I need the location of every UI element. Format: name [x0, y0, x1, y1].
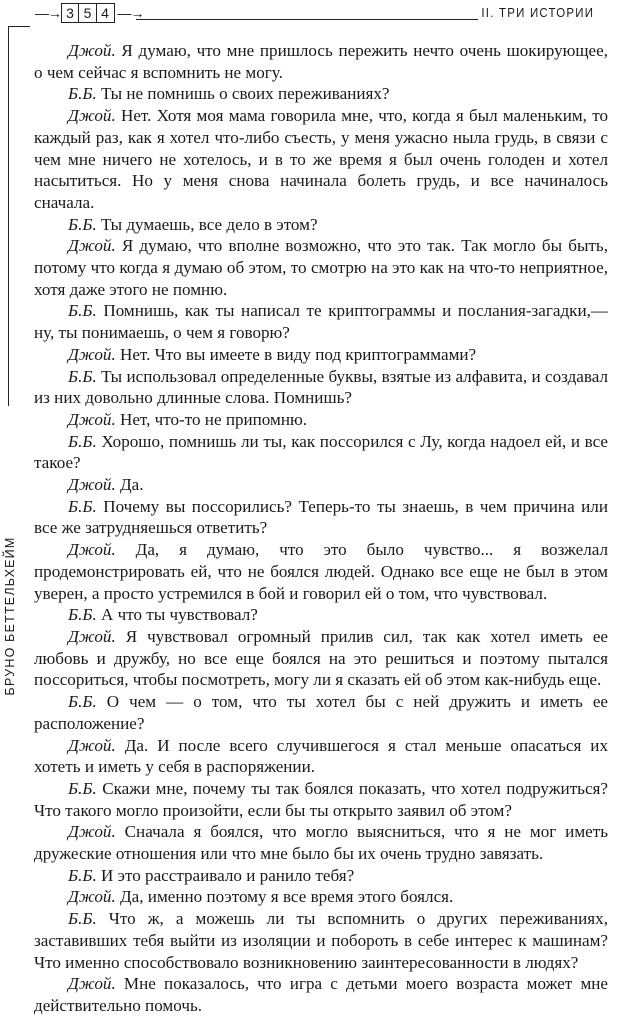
speaker-name: Б.Б. [68, 84, 97, 104]
dialogue-paragraph [34, 366, 608, 409]
running-head: II. ТРИ ИСТОРИИ [481, 5, 594, 20]
speech-text: Нет, что-то не припомню. [120, 409, 308, 429]
speaker-name: Джой. [68, 540, 116, 560]
dialogue-paragraph [34, 474, 608, 496]
speech-text: Мне показалось, что игра с детьми моего возраста может мне действительно помочь. [34, 974, 608, 1015]
speaker-name: Б.Б. [68, 214, 97, 234]
speech-text: Я думаю, что мне пришлось пережить нечто очень шокирующее, о чем сейчас я вспомнить не могу. [34, 41, 608, 82]
dialogue-paragraph [34, 496, 608, 539]
speech-text: Я чувствовал огромный прилив сил, так как хотел иметь ее любовь и дружбу, но все еще боялся на это решиться и поэтому пытался поссориться, чтобы посмотреть, могу ли я сказать ей об этом как-нибудь еще. [34, 626, 608, 690]
speaker-name: Джой. [68, 344, 116, 364]
speaker-name: Джой. [68, 735, 116, 755]
dialogue-paragraph [34, 344, 608, 366]
dialogue-paragraph [34, 300, 608, 343]
speaker-name: Джой. [68, 41, 116, 60]
dialogue-paragraph [34, 735, 608, 778]
speaker-name: Б.Б. [68, 496, 97, 516]
dialogue-paragraph [34, 778, 608, 821]
dialogue-paragraph [34, 886, 608, 908]
dialogue-paragraph [34, 409, 608, 431]
side-rule-top [8, 26, 30, 27]
page-number [35, 3, 144, 23]
speech-text: Сначала я боялся, что могло выясниться, что я не мог иметь дружеские отношения или что мне было бы их очень трудно завязать. [34, 822, 608, 864]
page-header [0, 0, 620, 34]
dialogue-paragraph [34, 821, 608, 864]
dialogue-paragraph [34, 973, 608, 1016]
dialogue-paragraph [34, 908, 608, 973]
dialogue-paragraph [34, 214, 608, 236]
speech-text: А что ты чувствовал? [101, 605, 258, 625]
speech-text: Хорошо, помнишь ли ты, как поссорился с Лу, когда надоел ей, и все такое? [34, 431, 608, 473]
side-rule [8, 26, 9, 406]
dialogue-paragraph [34, 105, 608, 214]
speech-text: Да. [120, 475, 144, 495]
page-number-arrow-left: —→ [35, 5, 61, 21]
speech-text: Ты не помнишь о своих переживаниях? [101, 84, 390, 104]
speaker-name: Джой. [68, 236, 116, 256]
speaker-name: Джой. [68, 974, 116, 994]
speech-text: Нет. Что вы имеете в виду под криптограммами? [120, 344, 477, 364]
speech-text: И это расстраивало и ранило тебя? [101, 865, 355, 885]
speaker-name: Джой. [68, 887, 116, 907]
page-number-arrow-right: —→ [117, 5, 144, 21]
speaker-name: Б.Б. [68, 431, 97, 451]
speech-text: Ты думаешь, все дело в этом? [101, 214, 318, 234]
speech-text: Ты использовал определенные буквы, взятые из алфавита, и создавал из них довольно длинные слова. Помнишь? [34, 366, 608, 408]
speech-text: Да, именно поэтому я все время этого боялся. [120, 887, 454, 907]
body-text [34, 40, 608, 1017]
speech-text: Почему вы поссорились? Теперь-то ты знаешь, в чем причина или все же затрудняешься ответить? [34, 496, 608, 538]
speech-text: Я думаю, что вполне возможно, что это так. Так могло бы быть, потому что когда я думаю об этом, то смотрю на это как на что-то неприятное, хотя даже этого не помню. [34, 236, 608, 299]
speech-text: О чем — о том, что ты хотел бы с ней дружить и иметь ее расположение? [34, 692, 608, 733]
speaker-name: Джой. [68, 626, 116, 646]
speech-text: Помнишь, как ты написал те криптограммы и послания-загадки,— ну, ты понимаешь, о чем я говорю? [34, 301, 608, 343]
speech-text: Да. И после всего случившегося я стал меньше опасаться их хотеть и иметь у себя в распоряжении. [34, 735, 609, 777]
speech-text: Да, я думаю, что это было чувство... я возжелал продемонстрировать ей, что не боялся людей. Однако все еще не был в этом уверен, а просто устремился в бой и говорил ей о том, что чувствовал. [34, 540, 608, 603]
dialogue-paragraph [34, 691, 608, 734]
speaker-name: Б.Б. [68, 301, 97, 321]
dialogue-paragraph [34, 626, 608, 691]
speaker-name: Б.Б. [68, 865, 97, 885]
speaker-name: Б.Б. [68, 366, 97, 386]
dialogue-paragraph [34, 40, 608, 83]
page-number-digit: 4 [96, 3, 115, 23]
dialogue-paragraph [34, 235, 608, 300]
dialogue-paragraph [34, 865, 608, 887]
speaker-name: Б.Б. [68, 909, 97, 929]
dialogue-paragraph [34, 431, 608, 474]
dialogue-paragraph [34, 83, 608, 105]
speaker-name: Б.Б. [68, 605, 97, 625]
speaker-name: Джой. [68, 475, 116, 495]
speaker-name: Джой. [68, 106, 116, 126]
header-rule [136, 19, 478, 20]
speech-text: Что ж, а можешь ли ты вспомнить о других переживаниях, заставивших тебя выйти из изоляции и побороть в себе интерес к машинам? Что именно способствовало возникновению заинтересованности в людях? [34, 909, 608, 972]
dialogue-paragraph [34, 539, 608, 604]
side-author: БРУНО БЕТТЕЛЬХЕЙМ [3, 536, 17, 696]
speaker-name: Б.Б. [68, 692, 97, 712]
speaker-name: Б.Б. [68, 778, 97, 798]
page-number-digit: 3 [61, 3, 80, 23]
speech-text: Нет. Хотя моя мама говорила мне, что, когда я был маленьким, то каждый раз, как я хотел что-либо съесть, у меня ужасно ныла грудь, в связи с чем мне ничего не хотелось, и в то же время я был очень голоден и хотел насытиться. Но у меня снова начинала болеть грудь, и все начиналось сначала. [34, 106, 608, 212]
speaker-name: Джой. [68, 409, 116, 429]
dialogue-paragraph [34, 604, 608, 626]
speech-text: Скажи мне, почему ты так боялся показать, что хотел подружиться? Что такого могло произойти, если бы ты открыто заявил об этом? [34, 778, 608, 820]
speaker-name: Джой. [68, 822, 116, 842]
page-number-digit: 5 [78, 3, 97, 23]
